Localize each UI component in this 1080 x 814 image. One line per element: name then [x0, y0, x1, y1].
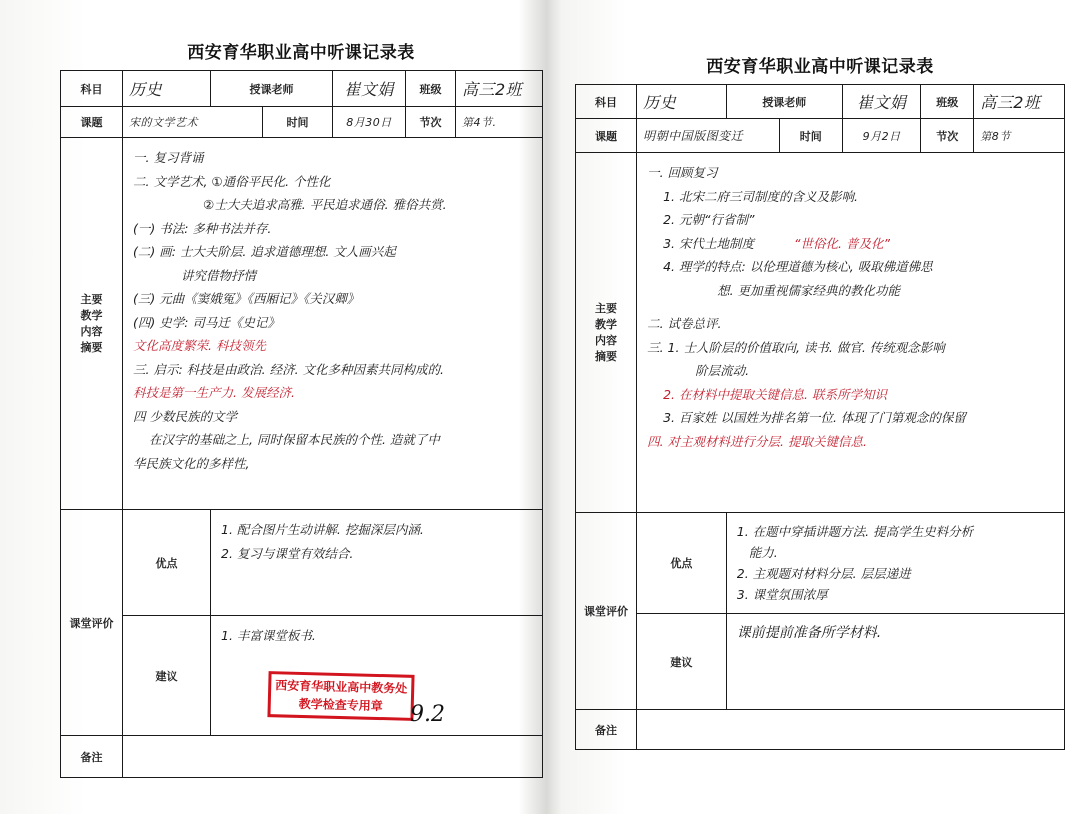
note-line: (四) 史学: 司马迁《史记》: [133, 314, 280, 330]
time-label: 时间: [779, 119, 842, 153]
subject-label: 科目: [576, 85, 637, 119]
note-line: 一. 回顾复习: [647, 165, 718, 180]
note-line: 四 少数民族的文学: [133, 408, 237, 424]
teacher-value: 崔文娟: [842, 85, 920, 119]
note-line: 二. 试卷总评.: [647, 316, 722, 331]
suggestions-label: 建议: [637, 614, 727, 710]
strengths-label: 优点: [637, 513, 727, 614]
note-line: 4. 理学的特点: 以伦理道德为核心, 吸取佛道佛思: [663, 259, 933, 274]
strengths-content: 1. 配合图片生动讲解. 挖掘深层内涵. 2. 复习与课堂有效结合.: [211, 510, 543, 616]
content-summary: [637, 153, 1065, 513]
note-line: 三. 1. 士人阶层的价值取向, 读书. 做官. 传统观念影响: [647, 339, 945, 355]
note-line: 在汉字的基础之上, 同时保留本民族的个性. 造就了中: [149, 432, 440, 447]
content-summary: [123, 138, 543, 510]
time-label: 时间: [263, 107, 333, 138]
class-label: 班级: [921, 85, 974, 119]
note-line: 三. 启示: 科技是由政治. 经济. 文化多种因素共同构成的.: [133, 361, 444, 377]
note-line: 1. 北宋二府三司制度的含义及影响.: [663, 188, 858, 204]
note-line: 想. 更加重视儒家经典的教化功能: [717, 282, 901, 298]
note-line: 讲究借物抒情: [181, 267, 257, 283]
teacher-value: 崔文娟: [333, 71, 406, 107]
subject-value: 历史: [637, 85, 727, 119]
suggestions-content: 课前提前准备所学材料.: [726, 614, 1064, 710]
class-value: 高三2班: [974, 85, 1065, 119]
class-value: 高三2班: [456, 71, 543, 107]
time-value: 9月2日: [842, 119, 920, 153]
note-line: 一. 复习背诵: [133, 150, 204, 165]
remarks-label: 备注: [576, 710, 637, 750]
note-highlight: “世俗化. 普及化”: [794, 235, 890, 251]
remarks-content: [637, 710, 1065, 750]
strengths-content: 1. 在题中穿插讲题方法. 提高学生史料分析 能力. 2. 主观题对材料分层. 层层递进 3. 课堂氛围浓厚: [726, 513, 1064, 614]
lesson-record-form: [575, 84, 1065, 750]
subject-value: 历史: [123, 71, 211, 107]
topic-label: 课题: [576, 119, 637, 153]
period-value: 第4节.: [456, 107, 543, 138]
right-page: [575, 50, 1065, 750]
period-value: 第8节: [974, 119, 1065, 153]
note-line: 二. 文学艺术, ①通俗平民化. 个性化: [133, 173, 331, 189]
strengths-label: 优点: [123, 510, 211, 616]
teacher-label: 授课老师: [211, 71, 333, 107]
form-title: 西安育华职业高中听课记录表: [187, 43, 415, 63]
note-line: (三) 元曲《窦娥冤》《西厢记》《关汉卿》: [133, 291, 360, 306]
signature: 9.2: [410, 702, 445, 727]
note-line: (二) 画: 士大夫阶层. 追求道德理想. 文人画兴起: [133, 244, 396, 259]
content-label: 主要 教学 内容 摘要: [576, 153, 637, 513]
suggestions-content: 1. 丰富课堂板书.: [211, 616, 543, 736]
topic-value: 明朝中国版图变迁: [637, 119, 780, 153]
note-line: 华民族文化的多样性,: [133, 455, 250, 471]
topic-value: 宋的文学艺术: [123, 107, 263, 138]
topic-label: 课题: [61, 107, 123, 138]
evaluation-label: 课堂评价: [61, 510, 123, 736]
evaluation-label: 课堂评价: [576, 513, 637, 710]
suggestions-label: 建议: [123, 616, 211, 736]
note-line: ②士大夫追求高雅. 平民追求通俗. 雅俗共赏.: [203, 197, 447, 212]
form-title: 西安育华职业高中听课记录表: [706, 57, 934, 77]
note-line: 3. 宋代土地制度 “世俗化. 普及化”: [663, 235, 890, 251]
note-line: (一) 书法: 多种书法并存.: [133, 220, 272, 236]
teacher-label: 授课老师: [726, 85, 842, 119]
left-page: [60, 36, 542, 778]
note-line-highlight: 四. 对主观材料进行分层. 提取关键信息.: [647, 433, 867, 449]
note-line: 2. 元朝“行省制”: [663, 212, 755, 227]
class-label: 班级: [406, 71, 456, 107]
note-line: 阶层流动.: [695, 363, 750, 378]
subject-label: 科目: [61, 71, 123, 107]
official-stamp: 西安育华职业高中教务处 教学检查专用章: [267, 671, 414, 721]
content-label: 主要 教学 内容 摘要: [61, 138, 123, 510]
note-line-highlight: 文化高度繁荣. 科技领先: [133, 338, 266, 353]
remarks-label: 备注: [61, 736, 123, 778]
period-label: 节次: [406, 107, 456, 138]
period-label: 节次: [921, 119, 974, 153]
note-line-highlight: 2. 在材料中提取关键信息. 联系所学知识: [663, 386, 887, 402]
remarks-content: [123, 736, 543, 778]
note-line: 3. 百家姓 以国姓为排名第一位. 体现了门第观念的保留: [663, 410, 966, 425]
note-line-highlight: 科技是第一生产力. 发展经济.: [133, 385, 295, 400]
time-value: 8月30日: [333, 107, 406, 138]
